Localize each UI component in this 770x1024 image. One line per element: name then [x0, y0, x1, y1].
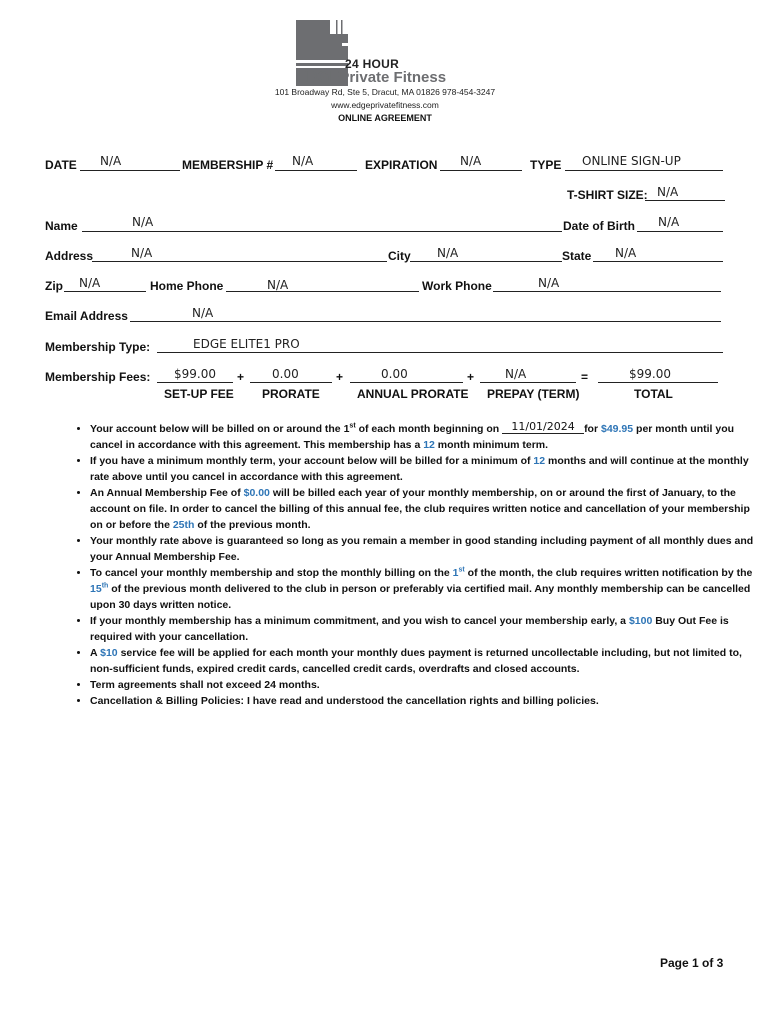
membership-type-value: EDGE ELITE1 PRO — [193, 337, 300, 351]
club-address: 101 Broadway Rd, Ste 5, Dracut, MA 01826 978-454-3247 — [274, 87, 496, 97]
logo-wordmark — [296, 69, 446, 87]
plus-sign-2: + — [336, 370, 344, 384]
membership-type-underline — [157, 352, 723, 353]
page-title: ONLINE AGREEMENT — [338, 113, 432, 123]
club-website: www.edgeprivatefitness.com — [331, 100, 439, 110]
term-text: months and will continue at the monthly rate above until you cancel in accordance with this agreement. — [90, 455, 749, 483]
home-phone-value: N/A — [267, 278, 289, 292]
email-label: Email Address — [45, 309, 128, 323]
zip-label: Zip — [45, 279, 63, 293]
membership-number-underline — [275, 170, 357, 171]
prepay-underline — [480, 382, 576, 383]
work-phone-underline — [493, 291, 721, 292]
annual-prorate-label: ANNUAL PRORATE — [357, 387, 469, 401]
equals-sign: = — [581, 370, 589, 384]
superscript: st — [458, 566, 465, 574]
superscript: th — [101, 582, 109, 590]
term-text: month minimum term. — [434, 439, 549, 451]
state-value: N/A — [615, 246, 637, 260]
membership-number-value: N/A — [292, 154, 314, 168]
term-text: Cancellation & Billing Policies: I have read and understood the cancellation rights and billing policies. — [90, 695, 599, 707]
term-text: service fee will be applied for each month your monthly dues payment is returned uncollectable including, but not limited to, non-sufficient funds, expired credit cards, cancelled credit cards, overdrafts and closed accounts. — [90, 647, 742, 675]
service-fee: $10 — [100, 647, 118, 659]
term-text: of each month beginning on — [355, 423, 503, 435]
term-text: A — [90, 647, 101, 659]
setup-fee-label: SET-UP FEE — [164, 387, 234, 401]
prorate-underline — [250, 382, 332, 383]
email-underline — [130, 321, 721, 322]
logo-private-fitness: Private Fitness — [339, 69, 447, 86]
term-annual-fee — [90, 485, 754, 533]
expiration-label: EXPIRATION — [365, 158, 438, 172]
setup-fee-value: $99.00 — [174, 367, 216, 381]
city-value: N/A — [437, 246, 459, 260]
term-text: per month until you cancel in accordance with this agreement. This membership has a — [90, 423, 735, 451]
prepay-label: PREPAY (TERM) — [487, 387, 580, 401]
date-underline — [80, 170, 180, 171]
name-underline — [82, 231, 562, 232]
plus-sign-3: + — [467, 370, 475, 384]
address-value: N/A — [131, 246, 153, 260]
term-text: An Annual Membership Fee of — [90, 487, 244, 499]
term-text: Your account below will be billed on or around the 1 — [90, 423, 350, 435]
monthly-amount: $49.95 — [600, 423, 634, 435]
prorate-label: PRORATE — [262, 387, 320, 401]
cancel-billing-day: 1 — [452, 567, 459, 579]
total-value: $99.00 — [629, 367, 671, 381]
city-underline — [410, 261, 562, 262]
state-underline — [593, 261, 723, 262]
membership-fees-label: Membership Fees: — [45, 370, 151, 384]
state-label: State — [562, 249, 592, 263]
home-phone-label: Home Phone — [150, 279, 224, 293]
dob-label: Date of Birth — [563, 219, 635, 233]
term-text: of the previous month. — [194, 519, 311, 531]
term-service-fee — [90, 645, 754, 677]
term-text: If your monthly membership has a minimum commitment, and you wish to cancel your membership early, a — [90, 615, 629, 627]
address-underline — [92, 261, 387, 262]
expiration-underline — [440, 170, 522, 171]
tshirt-label: T-SHIRT SIZE: — [567, 188, 648, 202]
city-label: City — [388, 249, 411, 263]
term-rate-guarantee — [90, 533, 754, 565]
type-value: ONLINE SIGN-UP — [582, 154, 681, 168]
membership-number-label: MEMBERSHIP # — [182, 158, 274, 172]
buyout-fee: $100 — [628, 615, 653, 627]
term-text: of the month, the club requires written notification by the — [464, 567, 753, 579]
date-label: DATE — [45, 158, 77, 172]
plus-sign-1: + — [237, 370, 245, 384]
prorate-value: 0.00 — [272, 367, 299, 381]
logo — [292, 18, 482, 88]
annual-fee-cancel-day: 25th — [172, 519, 195, 531]
minimum-term-months: 12 — [423, 439, 435, 451]
dob-underline — [637, 231, 723, 232]
term-billing-start — [90, 419, 754, 453]
term-cancellation — [90, 565, 754, 613]
notice-day: 15 — [90, 583, 102, 595]
zip-value: N/A — [79, 276, 101, 290]
term-text: If you have a minimum monthly term, your account below will be billed for a minimum of — [90, 455, 534, 467]
work-phone-value: N/A — [538, 276, 560, 290]
term-text: Buy Out Fee is required with your cancellation. — [90, 615, 729, 643]
term-minimum — [90, 453, 754, 485]
name-label: Name — [45, 219, 78, 233]
logo-24-hour: 24 HOUR — [345, 57, 400, 71]
term-text: Term agreements shall not exceed 24 months. — [90, 679, 320, 691]
work-phone-label: Work Phone — [422, 279, 492, 293]
date-value: N/A — [100, 154, 122, 168]
term-policies-ack — [90, 693, 754, 709]
tshirt-underline — [645, 200, 725, 201]
minimum-months: 12 — [533, 455, 546, 467]
zip-underline — [64, 291, 146, 292]
term-text: will be billed each year of your monthly membership, on or around the first of January, to the account on file. In order to cancel the billing of this annual fee, the club requires written notice and cancellation of your membership on or before the — [90, 487, 750, 531]
superscript: st — [349, 422, 356, 430]
address-label: Address — [45, 249, 94, 263]
term-buyout — [90, 613, 754, 645]
term-text: To cancel your monthly membership and stop the monthly billing on the — [90, 567, 453, 579]
home-phone-underline — [226, 291, 419, 292]
expiration-value: N/A — [460, 154, 482, 168]
email-value: N/A — [192, 306, 214, 320]
term-text: for — [584, 423, 601, 435]
terms-list — [66, 419, 754, 709]
name-value: N/A — [132, 215, 154, 229]
setup-fee-underline — [157, 382, 233, 383]
type-underline — [565, 170, 723, 171]
annual-prorate-underline — [350, 382, 463, 383]
term-text: of the previous month delivered to the club in person or preferably via certified mail. Any monthly membership can be cancelled upon 30 days written notice. — [90, 583, 751, 611]
prepay-value: N/A — [505, 367, 527, 381]
dob-value: N/A — [658, 215, 680, 229]
total-label: TOTAL — [634, 387, 673, 401]
type-label: TYPE — [530, 158, 562, 172]
total-underline — [598, 382, 718, 383]
logo-edge: EDGE — [296, 69, 340, 86]
annual-fee: $0.00 — [243, 487, 270, 499]
billing-start-date — [502, 421, 584, 434]
page-number: Page 1 of 3 — [660, 956, 724, 970]
term-text: Your monthly rate above is guaranteed so long as you remain a member in good standing including payment of all monthly dues and your Annual Membership Fee. — [90, 535, 754, 563]
term-max-length — [90, 677, 754, 693]
membership-type-label: Membership Type: — [45, 340, 151, 354]
tshirt-value: N/A — [657, 185, 679, 199]
billing-start-date-value: 11/01/2024 — [511, 420, 575, 433]
annual-prorate-value: 0.00 — [381, 367, 408, 381]
